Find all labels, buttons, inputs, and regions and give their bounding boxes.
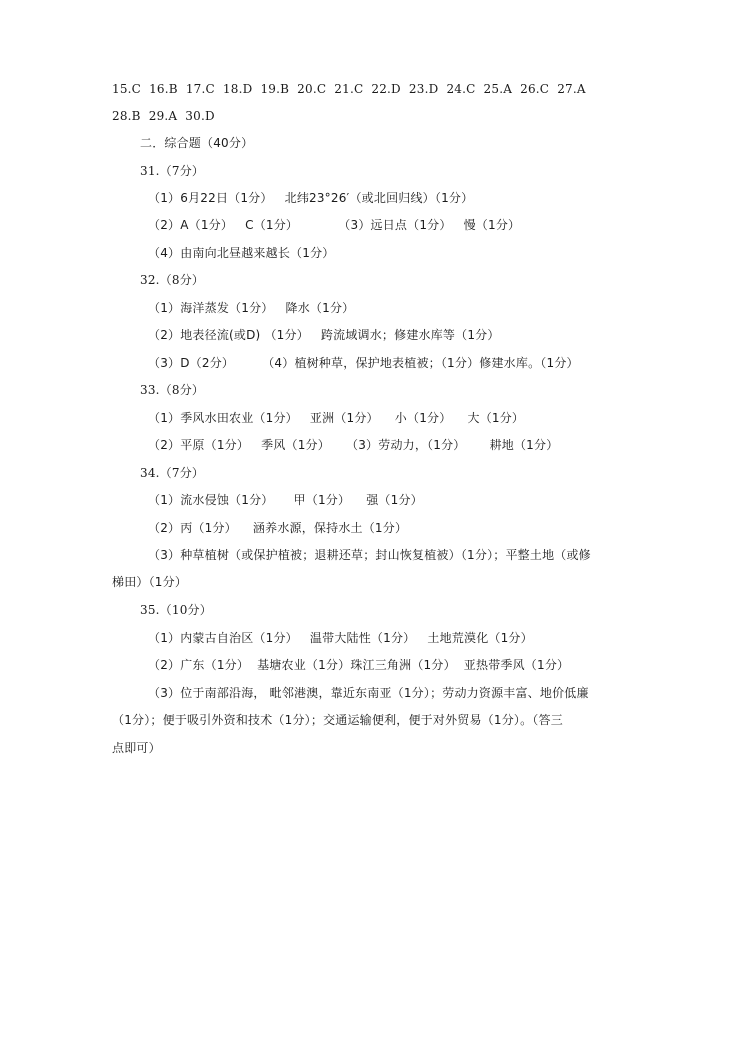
q32-answer-3: （3）D（2分） （4）植树种草，保护地表植被；（1分）修建水库。（1分） — [148, 356, 579, 370]
mc-answers-line-1: 15.C 16.B 17.C 18.D 19.B 20.C 21.C 22.D 23.D 24.C 25.A 26.C 27.A — [112, 82, 586, 96]
q35-answer-1: （1）内蒙古自治区（1分） 温带大陆性（1分） 土地荒漠化（1分） — [148, 631, 533, 645]
q35-title: 35.（10分） — [140, 603, 212, 617]
q33-answer-2: （2）平原（1分） 季风（1分） （3）劳动力，（1分） 耕地（1分） — [148, 438, 559, 452]
q35-answer-3-line-2: （1分）；便于吸引外资和技术（1分）；交通运输便利，便于对外贸易（1分）。（答三 — [112, 713, 563, 727]
q32-answer-1: （1）海洋蒸发（1分） 降水（1分） — [148, 301, 355, 315]
q35-answer-2: （2）广东（1分） 基塘农业（1分）珠江三角洲（1分） 亚热带季风（1分） — [148, 658, 570, 672]
q34-answer-1: （1）流水侵蚀（1分） 甲（1分） 强（1分） — [148, 493, 423, 507]
q34-answer-3-line-1: （3）种草植树（或保护植被；退耕还草；封山恢复植被）（1分）；平整土地（或修 — [148, 548, 591, 562]
q34-answer-3-line-2: 梯田）（1分） — [112, 575, 188, 589]
q31-answer-2: （2）A（1分） C（1分） （3）远日点（1分） 慢（1分） — [148, 218, 521, 232]
section-heading: 二．综合题（40分） — [140, 136, 254, 150]
q32-title: 32.（8分） — [140, 273, 205, 287]
q31-answer-1: （1）6月22日（1分） 北纬23°26′（或北回归线）（1分） — [148, 191, 474, 205]
q35-answer-3-line-1: （3）位于南部沿海， 毗邻港澳，靠近东南亚（1分）；劳动力资源丰富、地价低廉 — [148, 686, 589, 700]
q34-answer-2: （2）丙（1分） 涵养水源，保持水土（1分） — [148, 521, 408, 535]
q31-answer-4: （4）由南向北昼越来越长（1分） — [148, 246, 335, 260]
q33-title: 33.（8分） — [140, 383, 205, 397]
q33-answer-1: （1）季风水田农业（1分） 亚洲（1分） 小（1分） 大（1分） — [148, 411, 525, 425]
mc-answers-line-2: 28.B 29.A 30.D — [112, 109, 215, 123]
q35-answer-3-line-3: 点即可） — [112, 741, 161, 755]
q32-answer-2: （2）地表径流(或D) （1分） 跨流域调水；修建水库等（1分） — [148, 328, 500, 342]
q34-title: 34.（7分） — [140, 466, 205, 480]
q31-title: 31.（7分） — [140, 164, 205, 178]
